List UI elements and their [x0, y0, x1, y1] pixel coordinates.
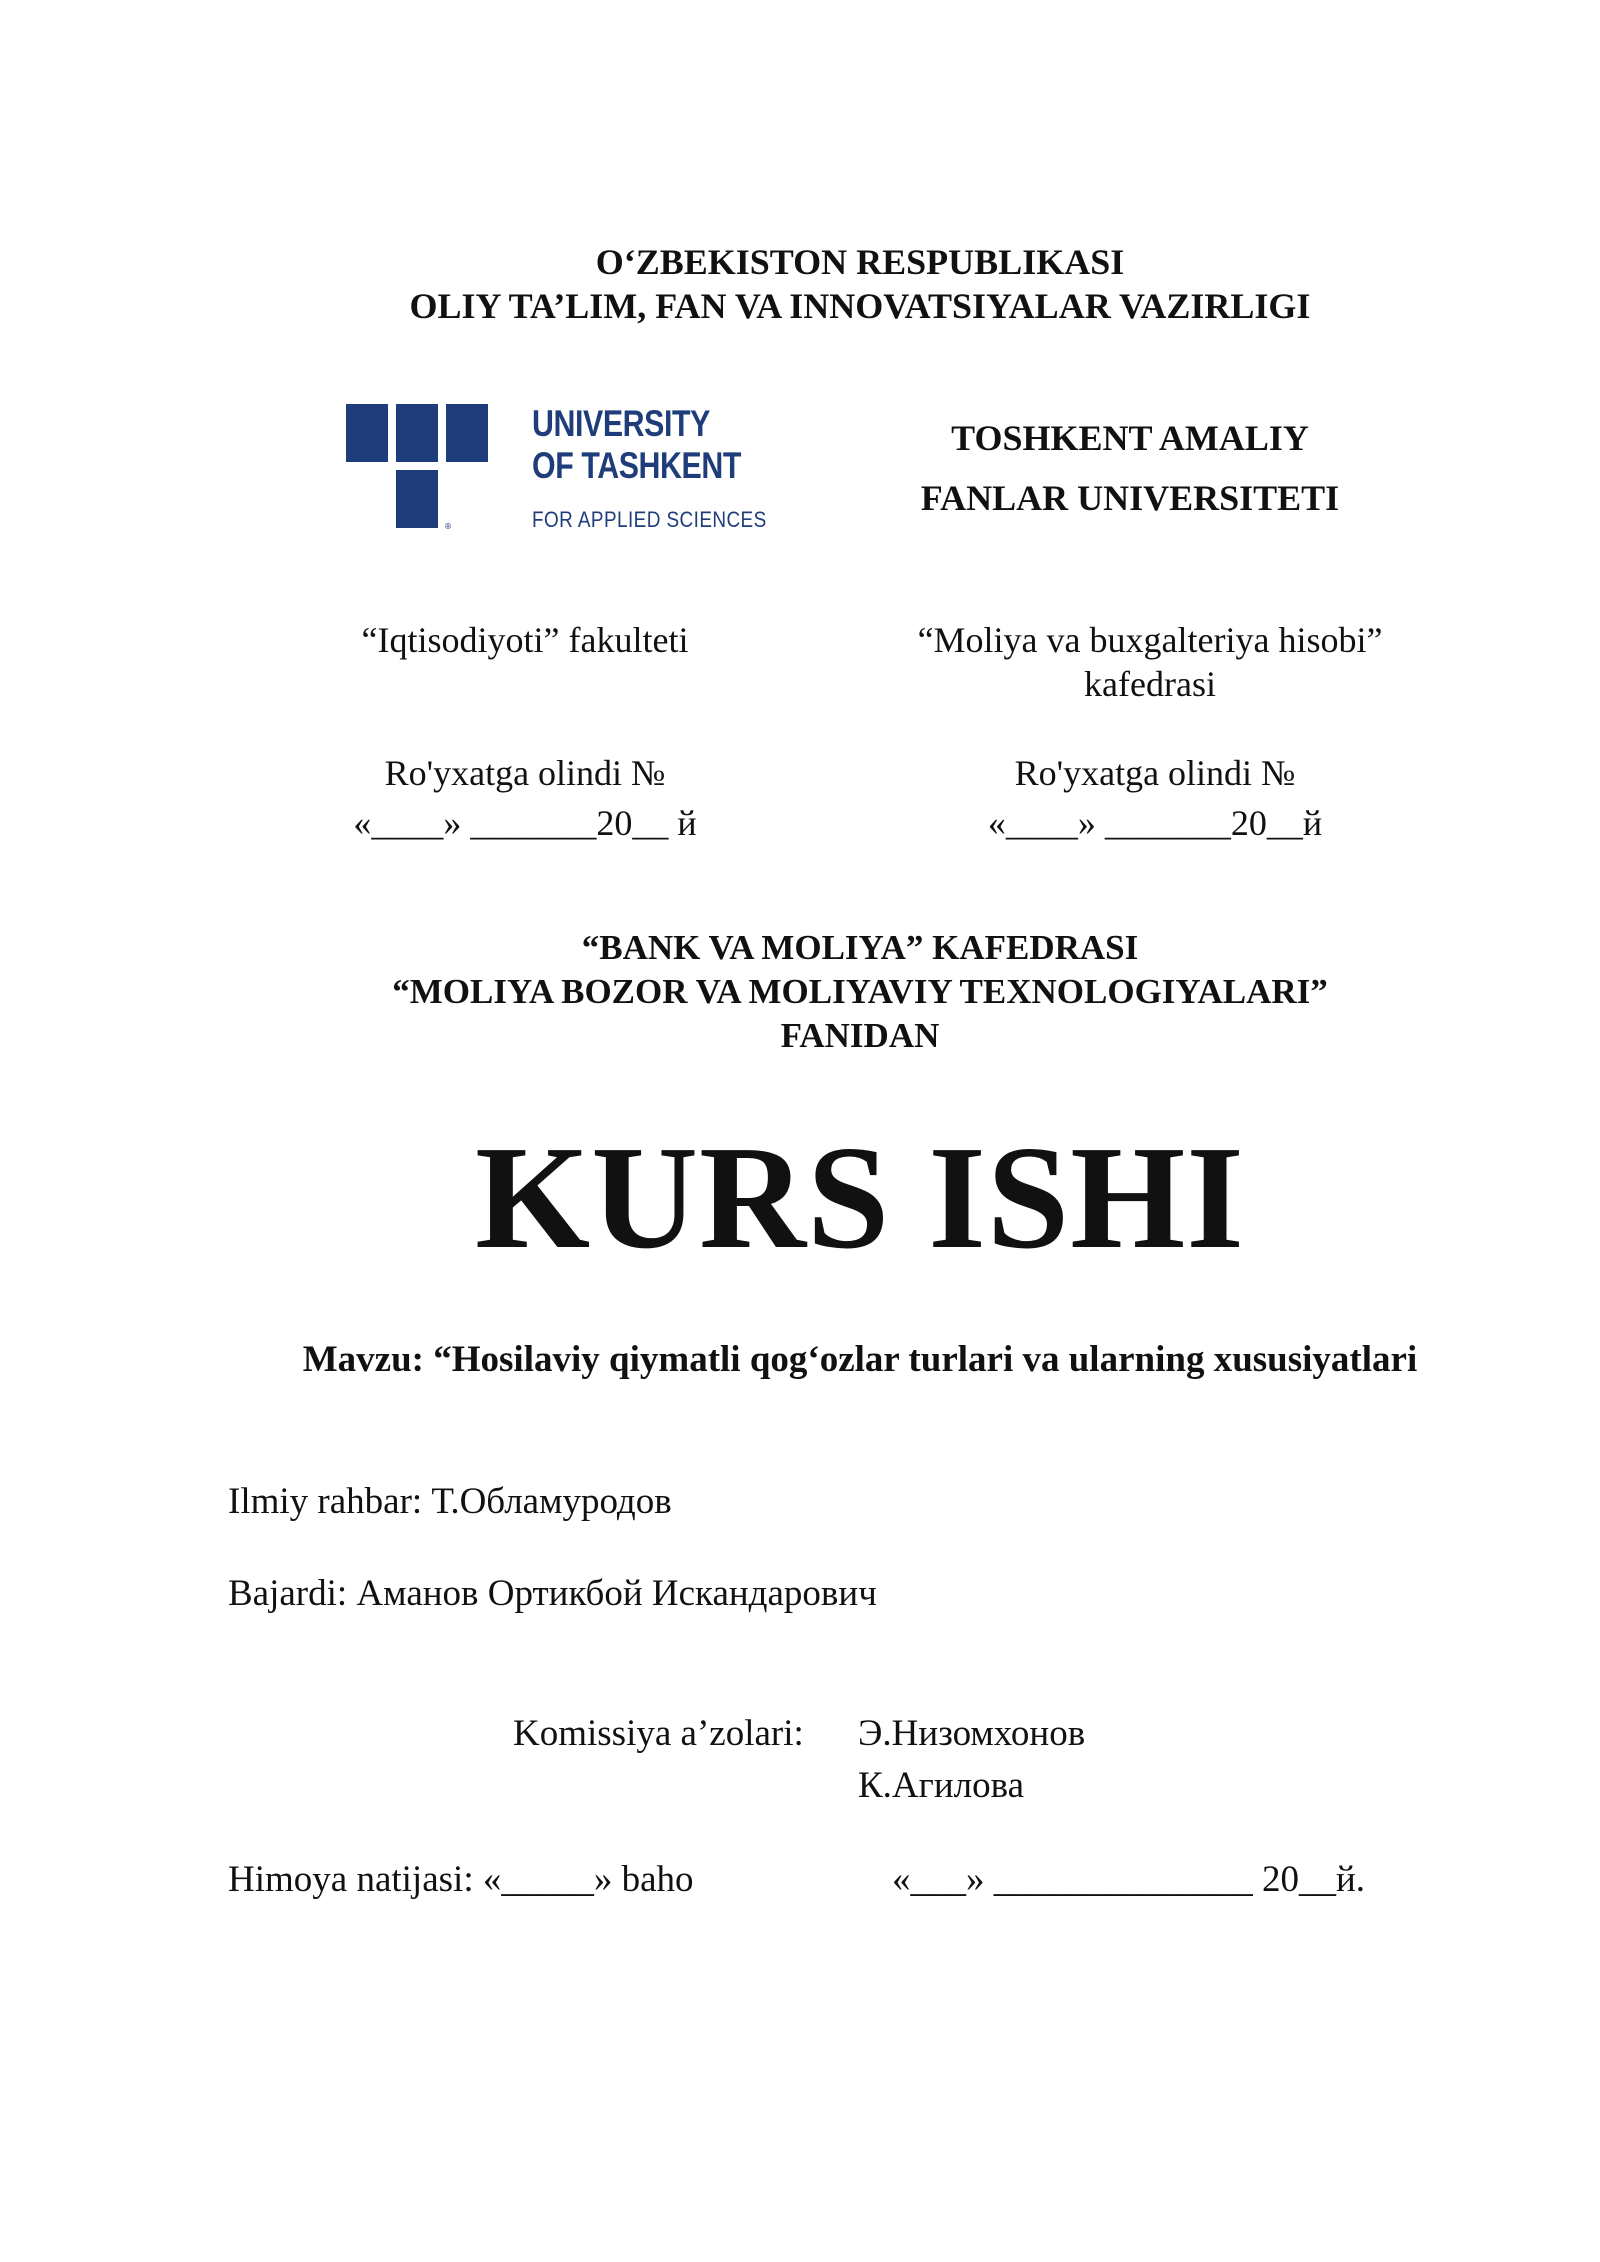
subject-line-2: “MOLIYA BOZOR VA MOLIYAVIY TEXNOLOGIYALARI” [392, 972, 1328, 1011]
commission-member-1: Э.Низомхонов [858, 1713, 1086, 1754]
topic-line: Mavzu: “Hosilaviy qiymatli qog‘ozlar turlari va ularning xususiyatlari [302, 1339, 1418, 1380]
document-title: KURS ISHI [475, 1116, 1245, 1280]
university-name-line-2: FANLAR UNIVERSITETI [920, 478, 1340, 518]
department-name [860, 618, 1440, 706]
university-name-line-1: TOSHKENT AMALIY [951, 418, 1309, 458]
commission-members [858, 1708, 1085, 1812]
subject-heading [0, 926, 1600, 1058]
registration-right [940, 748, 1370, 848]
subject-line-3: FANIDAN [780, 1016, 940, 1055]
ministry-header [0, 240, 1600, 328]
defense-date: «___» ______________ 20__й. [892, 1859, 1366, 1900]
logo-square-2 [396, 404, 438, 462]
logo-square-3 [446, 404, 488, 462]
logo-text-line-3: FOR APPLIED SCIENCES [532, 507, 767, 532]
faculty-name: “Iqtisodiyoti” fakulteti [361, 620, 689, 660]
university-logo [346, 404, 786, 544]
logo-square-4 [396, 470, 438, 528]
supervisor-line: Ilmiy rahbar: Т.Обламуродов [228, 1481, 672, 1522]
department-line-1: “Moliya va buxgalteriya hisobi” [917, 620, 1383, 660]
university-name [880, 408, 1380, 528]
commission-member-2: К.Агилова [858, 1765, 1024, 1806]
registration-left [310, 748, 740, 848]
subject-line-1: “BANK VA MOLIYA” KAFEDRASI [581, 928, 1139, 967]
registration-right-date: «____» _______20__й [987, 803, 1323, 843]
performer-line: Bajardi: Аманов Ортикбой Искандарович [228, 1573, 877, 1614]
defense-result: Himoya natijasi: «_____» baho [228, 1859, 694, 1900]
ministry-line-1: O‘ZBEKISTON RESPUBLIKASI [595, 242, 1125, 282]
logo-square-1 [346, 404, 388, 462]
registration-right-label: Ro'yxatga olindi № [1014, 753, 1296, 793]
registration-left-label: Ro'yxatga olindi № [384, 753, 666, 793]
department-line-2: kafedrasi [1084, 664, 1216, 704]
registration-left-date: «____» _______20__ й [353, 803, 697, 843]
logo-registered-mark: ® [444, 522, 452, 531]
commission-label: Komissiya a’zolari: [513, 1713, 804, 1754]
logo-text-line-2: OF TASHKENT [532, 445, 741, 486]
logo-text-line-1: UNIVERSITY [532, 403, 710, 444]
ministry-line-2: OLIY TA’LIM, FAN VA INNOVATSIYALAR VAZIRLIGI [409, 286, 1311, 326]
